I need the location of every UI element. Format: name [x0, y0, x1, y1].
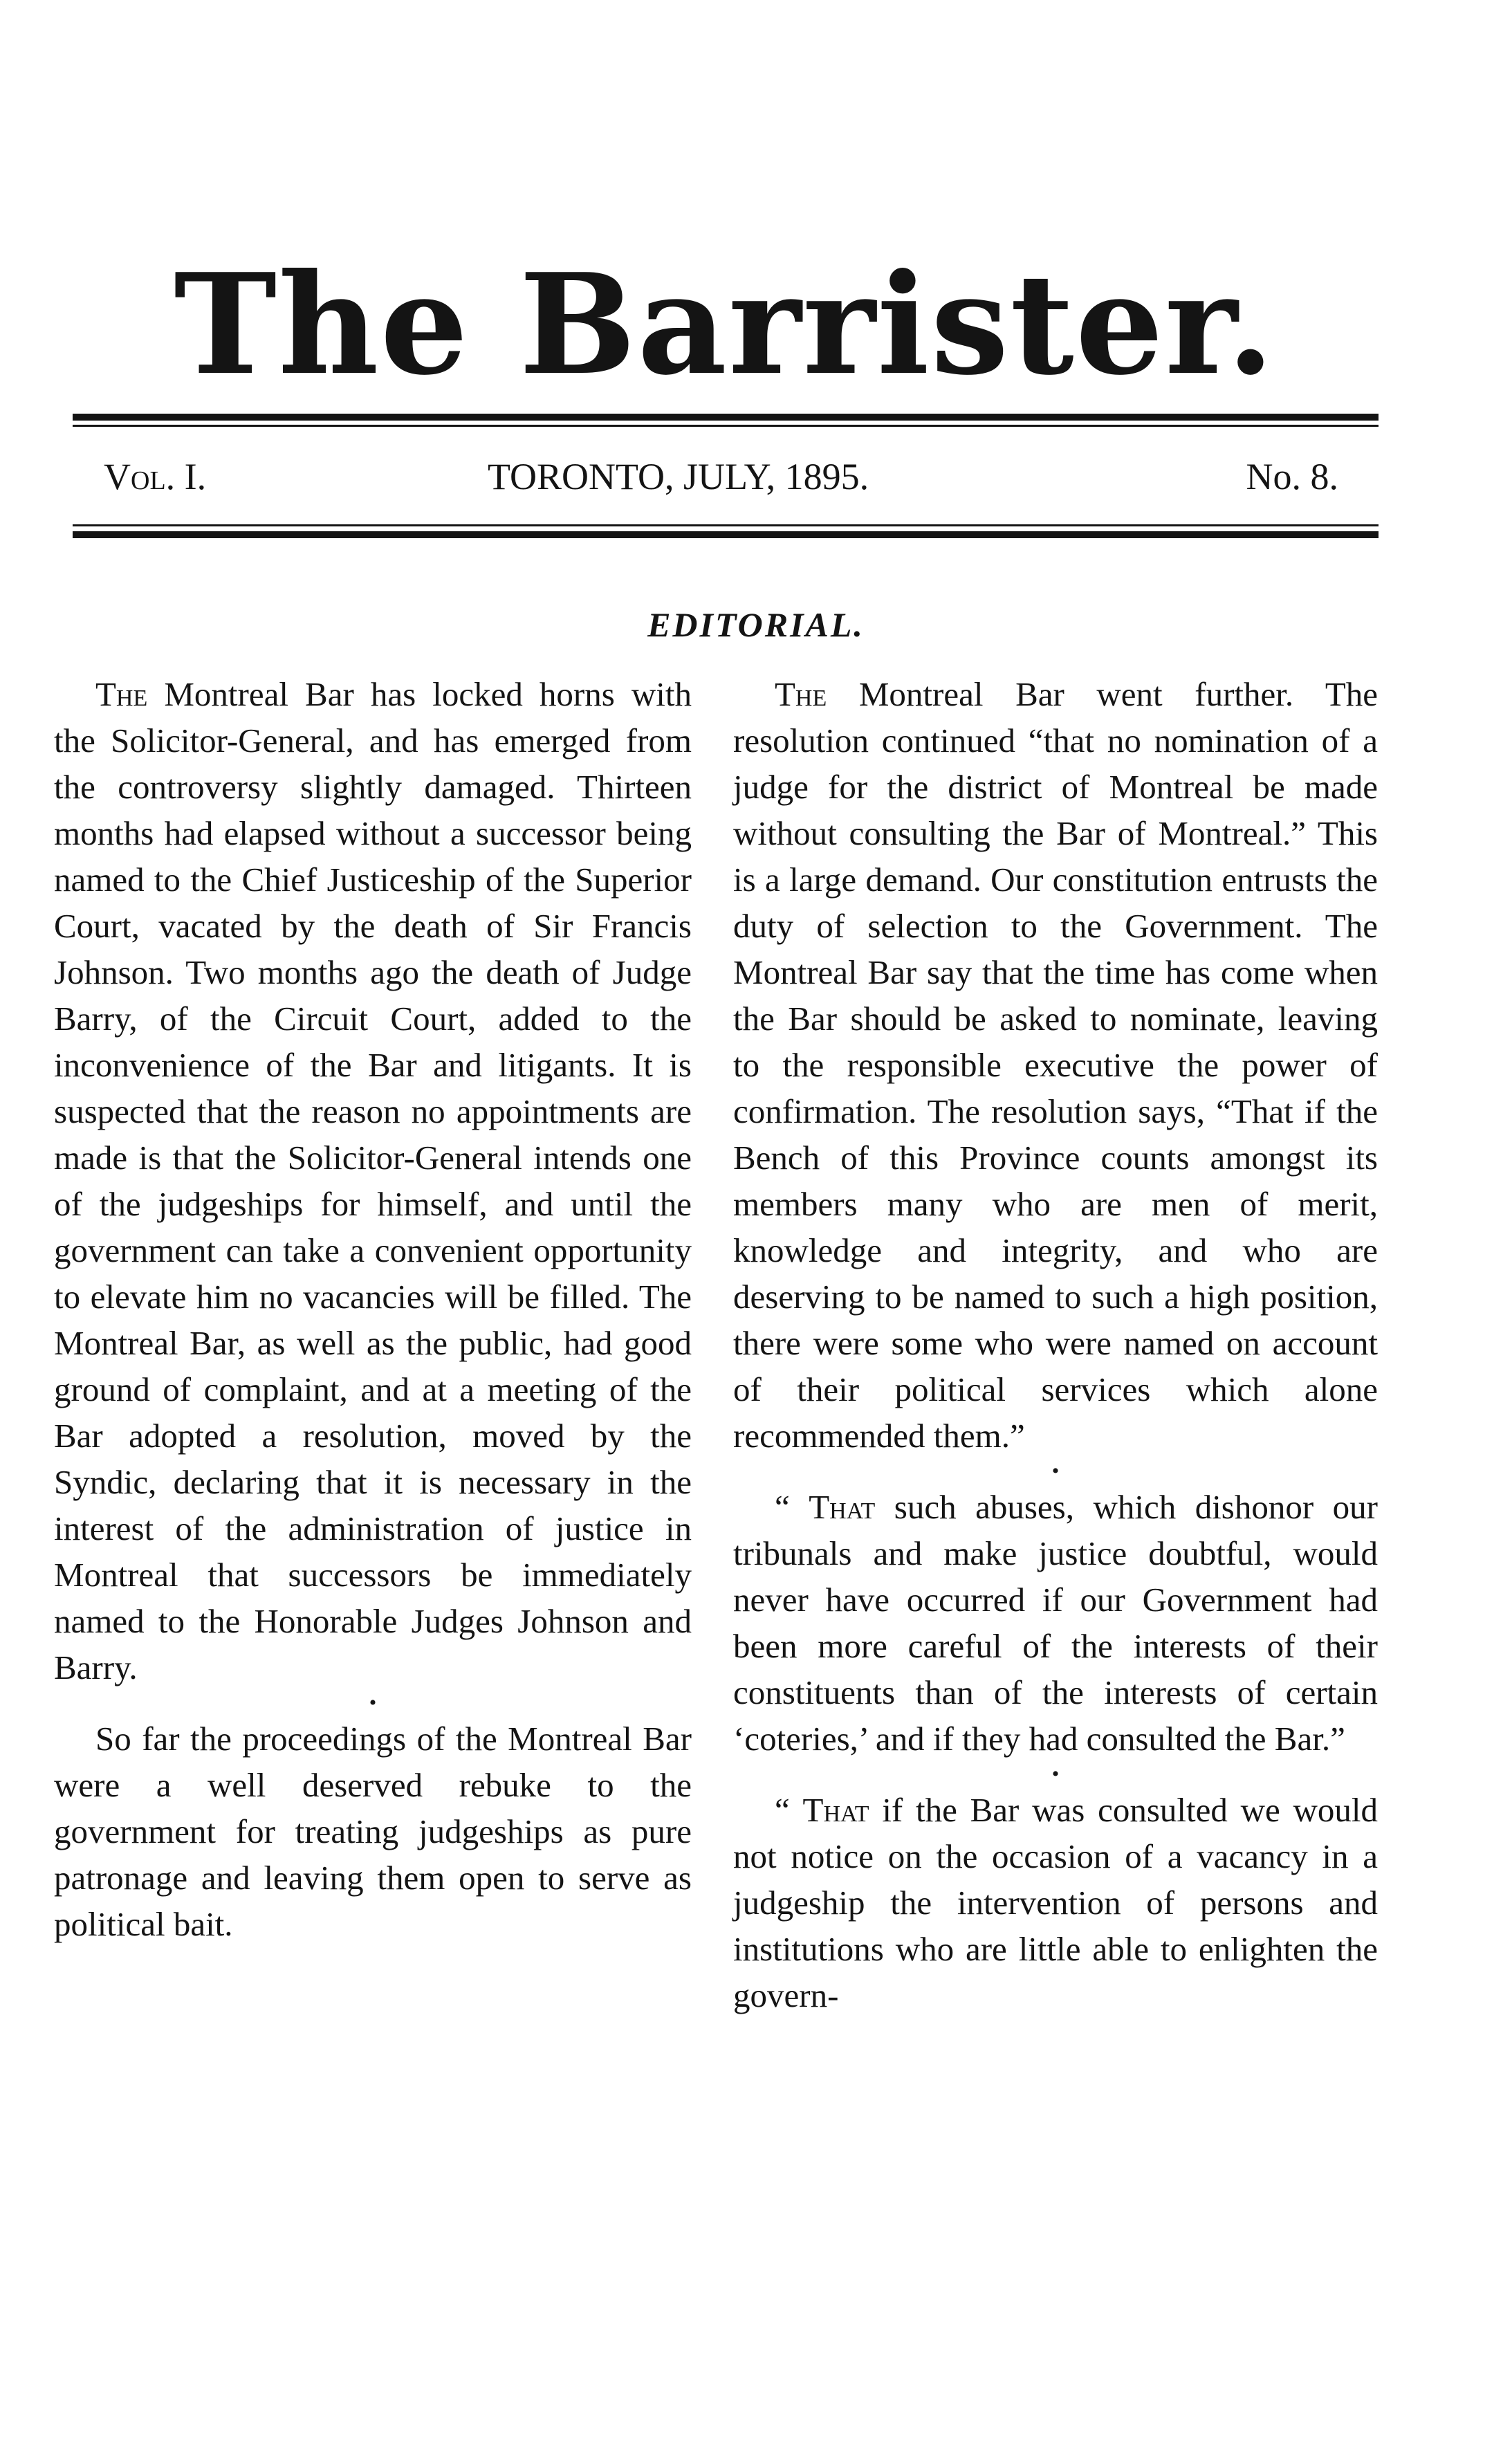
issue-number: No. 8.: [1246, 456, 1338, 497]
masthead: [0, 243, 1512, 406]
lead-word: That: [802, 1791, 869, 1829]
dateline: TORONTO, JULY, 1895.: [488, 456, 869, 497]
editorial-column-left: [54, 671, 692, 1947]
lead-word: That: [809, 1488, 876, 1526]
editorial-column-right: [733, 671, 1378, 2018]
masthead-rule-top-thick: [73, 414, 1379, 421]
paragraph-separator: •: [1051, 1460, 1060, 1482]
issue-line: [104, 452, 1338, 501]
paragraph-text: So far the proceedings of the Montreal Bar were a well deserved rebuke to the government for treating judgeships as pure patronage and leaving them open to serve as political bait.: [54, 1720, 692, 1943]
paragraph-text: Montreal Bar has locked horns with the Solicitor-General, and has emerged from the controversy slightly damaged. Thirteen months had elapsed without a successor being named to the Chief Justiceship of the Superior Court, vacated by the death of Sir Francis Johnson. Two months ago the death of Judge Barry, of the Circuit Court, added to the inconvenience of the Bar and litigants. It is suspected that the reason no appointments are made is that the Solicitor-General intends one of the judgeships for himself, and until the government can take a convenient opportunity to elevate him no vacancies will be filled. The Montreal Bar, as well as the public, had good ground of complaint, and at a meeting of the Bar adopted a resolution, moved by the Syndic, declaring that it is necessary in the interest of the administration of justice in Montreal that successors be immediately named to the Honorable Judges Johnson and Barry.: [54, 675, 692, 1686]
lead-word: The: [775, 675, 827, 713]
paragraph: [54, 1716, 692, 1947]
lead-word: The: [95, 675, 148, 713]
paragraph-text: if the Bar was consulted we would not notice on the occasion of a vacancy in a judgeship the intervention of persons and institutions who are little able to enlighten the govern-: [733, 1791, 1378, 2014]
paragraph: [733, 1484, 1378, 1762]
paragraph-text: such abuses, which dishonor our tribunals and make justice doubtful, would never have occurred if our Government had been more careful of the interests of their constituents than of the interests of certain ‘coteries,’ and if they had consulted the Bar.”: [733, 1488, 1378, 1758]
volume-label: Vol. I.: [104, 456, 207, 497]
section-heading: EDITORIAL.: [647, 605, 865, 644]
open-quote: “: [775, 1791, 803, 1829]
newspaper-title: The Barrister.: [174, 243, 1276, 406]
paragraph-separator: •: [369, 1691, 377, 1714]
paragraph: [733, 1787, 1378, 2018]
masthead-rule-top-thin: [73, 425, 1379, 427]
open-quote: “: [775, 1488, 809, 1526]
paragraph-separator: •: [1051, 1763, 1060, 1785]
paragraph: [54, 671, 692, 1691]
paragraph: [733, 671, 1378, 1459]
issue-rule-thin: [73, 524, 1379, 526]
paragraph-text: Montreal Bar went further. The resolution continued “that no nomination of a judge for the district of Montreal be made without consulting the Bar of Montreal.” This is a large demand. Our constitution entrusts the duty of selection to the Government. The Montreal Bar say that the time has come when the Bar should be asked to nominate, leaving to the responsible executive the power of confirmation. The resolution says, “That if the Bench of this Province counts amongst its members many who are men of merit, knowledge and integrity, and who are deserving to be named to such a high position, there were some who were named on account of their political services which alone recommended them.”: [733, 675, 1378, 1455]
issue-rule-thick: [73, 531, 1379, 538]
